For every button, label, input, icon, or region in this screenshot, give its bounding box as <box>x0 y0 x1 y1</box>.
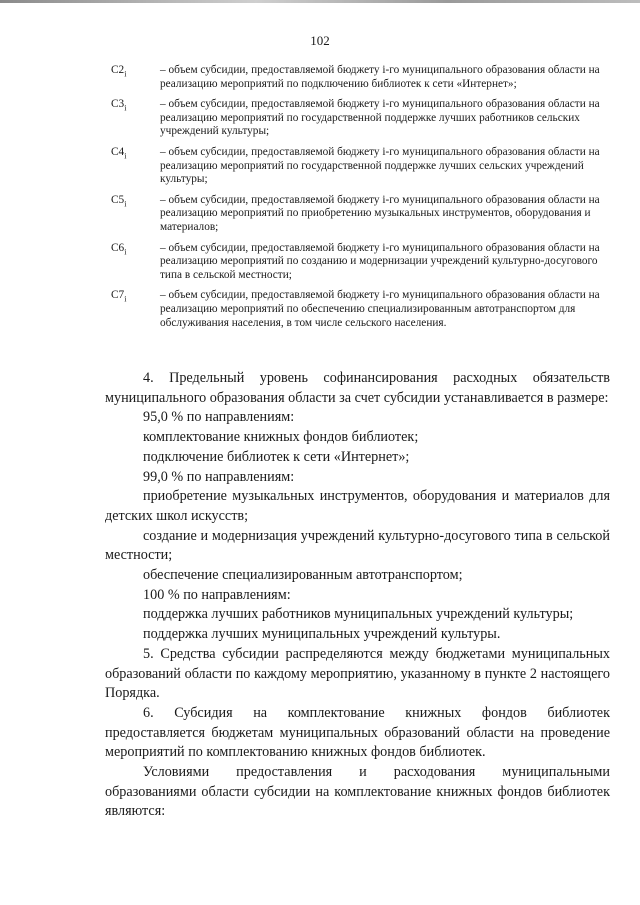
definition-symbol: $C3_i$ <box>111 98 127 113</box>
list-item: подключение библиотек к сети «Интернет»; <box>143 448 410 465</box>
definitions-list <box>0 64 640 330</box>
conditions-paragraph: Условиями предоставления и расходования муниципальными образованиями области субсидии на комплектование книжных фондов библиотек являются: <box>105 764 610 820</box>
definition-text: – объем субсидии, предоставляемой бюджету i-го муниципального образования области на реализацию мероприятий по подключению библиотек к сети «Интернет»; <box>160 64 600 90</box>
definition-symbol: $C6_i$ <box>111 241 127 256</box>
list-item: приобретение музыкальных инструментов, оборудования и материалов для детских школ искусств; <box>105 488 610 524</box>
list-item: поддержка лучших муниципальных учреждений культуры. <box>143 626 501 643</box>
definition-item <box>0 98 640 139</box>
definition-text: – объем субсидии, предоставляемой бюджету i-го муниципального образования области на реализацию мероприятий по государственной поддержке лучших сельских учреждений культуры; <box>160 145 600 186</box>
list-item: поддержка лучших работников муниципальных учреждений культуры; <box>143 606 574 623</box>
paragraph-item-5: 5. Средства субсидии распределяются между бюджетами муниципальных образований области по каждому мероприятию, указанному в пункте 2 настоящего Порядка. <box>105 645 610 702</box>
definition-text: – объем субсидии, предоставляемой бюджету i-го муниципального образования области на реализацию мероприятий по приобретению музыкальных инструментов, оборудования и материалов; <box>160 193 600 233</box>
list-item: обеспечение специализированным автотранспортом; <box>143 567 463 584</box>
list-item: комплектование книжных фондов библиотек; <box>143 429 419 446</box>
paragraph-item-6: 6. Субсидия на комплектование книжных фондов библиотек предоставляется бюджетам муниципальных образований области на проведение мероприятий по комплектованию книжных фондов библиотек. <box>105 704 610 761</box>
rate-heading: 95,0 % по направлениям: <box>143 409 295 426</box>
document-body <box>105 369 610 822</box>
rate-heading: 99,0 % по направлениям: <box>143 468 295 485</box>
definition-symbol: $C7_i$ <box>111 289 127 304</box>
definition-symbol: $C4_i$ <box>111 145 127 161</box>
definition-text: – объем субсидии, предоставляемой бюджету i-го муниципального образования области на реализацию мероприятий по обеспечению специализированным автотранспортом для обслуживания населения, в том числе сельского населения. <box>160 289 600 329</box>
paragraph-item-4: 4. Предельный уровень софинансирования расходных обязательств муниципального образования области за счет субсидии устанавливается в размере: <box>105 370 610 406</box>
definition-symbol: $C2_i$ <box>111 64 127 79</box>
definition-item <box>0 194 640 235</box>
list-item: создание и модернизация учреждений культурно-досугового типа в сельской местности; <box>105 527 610 564</box>
definition-text: – объем субсидии, предоставляемой бюджету i-го муниципального образования области на реализацию мероприятий по созданию и модернизации учреждений культурно-досугового типа в сельской местности; <box>160 241 600 281</box>
definition-symbol: $C5_i$ <box>111 193 127 208</box>
definition-item <box>0 64 640 91</box>
definition-item <box>0 289 640 330</box>
definition-text: – объем субсидии, предоставляемой бюджету i-го муниципального образования области на реализацию мероприятий по государственной поддержке лучших работников сельских учреждений культуры; <box>160 98 600 138</box>
rate-heading: 100 % по направлениям: <box>143 586 291 603</box>
scan-edge-artifact <box>0 0 640 3</box>
definition-item <box>0 146 640 187</box>
definition-item <box>0 242 640 283</box>
page-number: 102 <box>310 33 330 48</box>
